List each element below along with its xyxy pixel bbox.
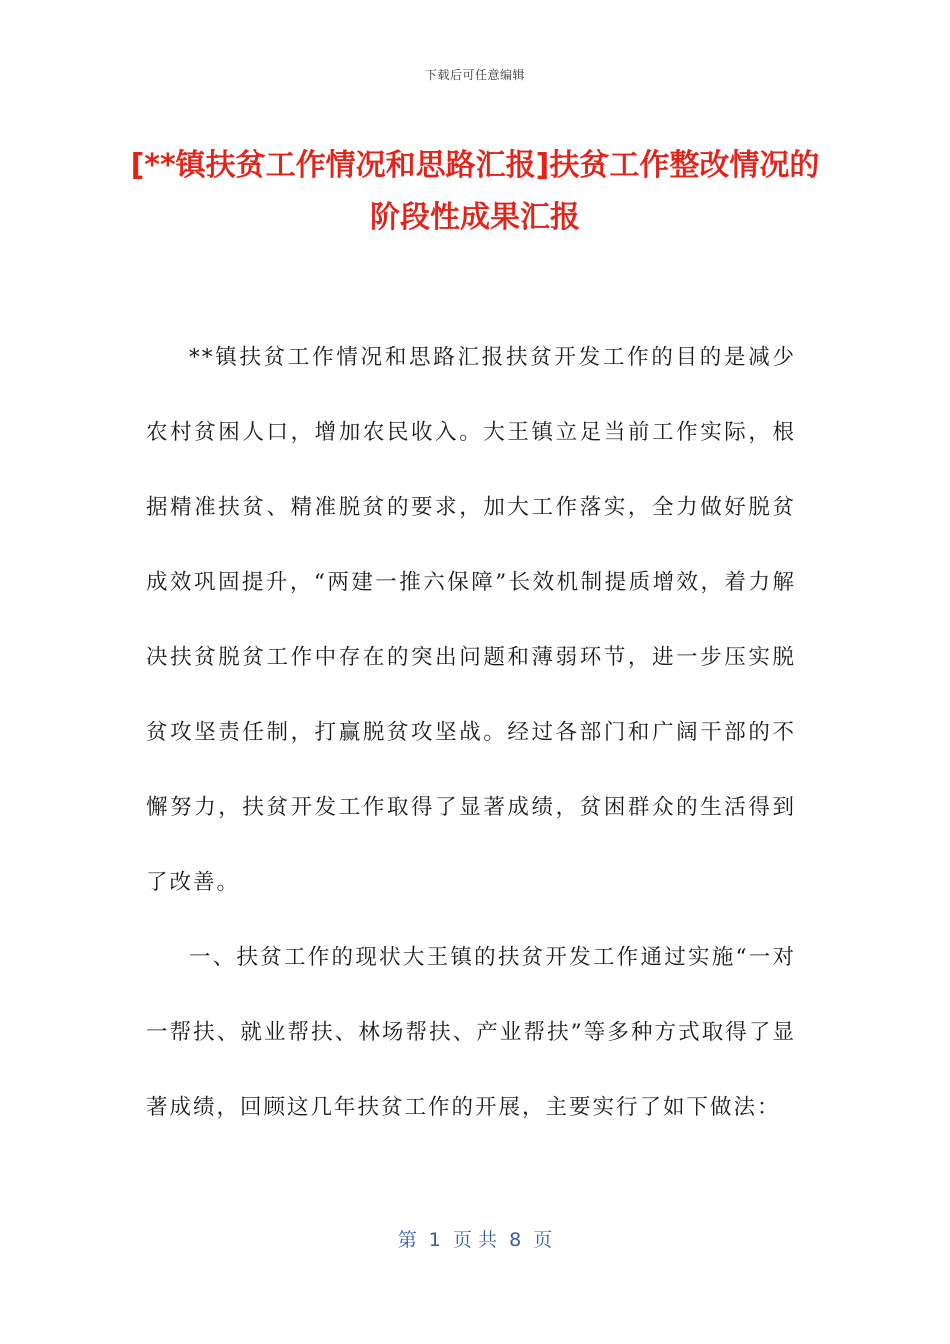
paragraph-intro: **镇扶贫工作情况和思路汇报扶贫开发工作的目的是减少农村贫困人口，增加农民收入。大王镇立足当前工作实际，根据精准扶贫、精准脱贫的要求，加大工作落实，全力做好脱贫成效巩固提升，“两建一推六保障”长效机制提质增效，着力解决扶贫脱贫工作中存在的突出问题和薄弱环节，进一步压实脱贫攻坚责任制，打赢脱贫攻坚战。经过各部门和广阔干部的不懈努力，扶贫开发工作取得了显著成绩，贫困群众的生活得到了改善。 (146, 345, 796, 895)
document-body (146, 320, 796, 1145)
header-note: 下载后可任意编辑 (424, 68, 525, 82)
document-title: [**镇扶贫工作情况和思路汇报]扶贫工作整改情况的阶段性成果汇报 (130, 148, 820, 235)
paragraph-section-one: 一、扶贫工作的现状大王镇的扶贫开发工作通过实施“一对一帮扶、就业帮扶、林场帮扶、产业帮扶”等多种方式取得了显著成绩，回顾这几年扶贫工作的开展，主要实行了如下做法： (146, 945, 796, 1120)
page-number: 第 1 页 共 8 页 (397, 1229, 553, 1251)
